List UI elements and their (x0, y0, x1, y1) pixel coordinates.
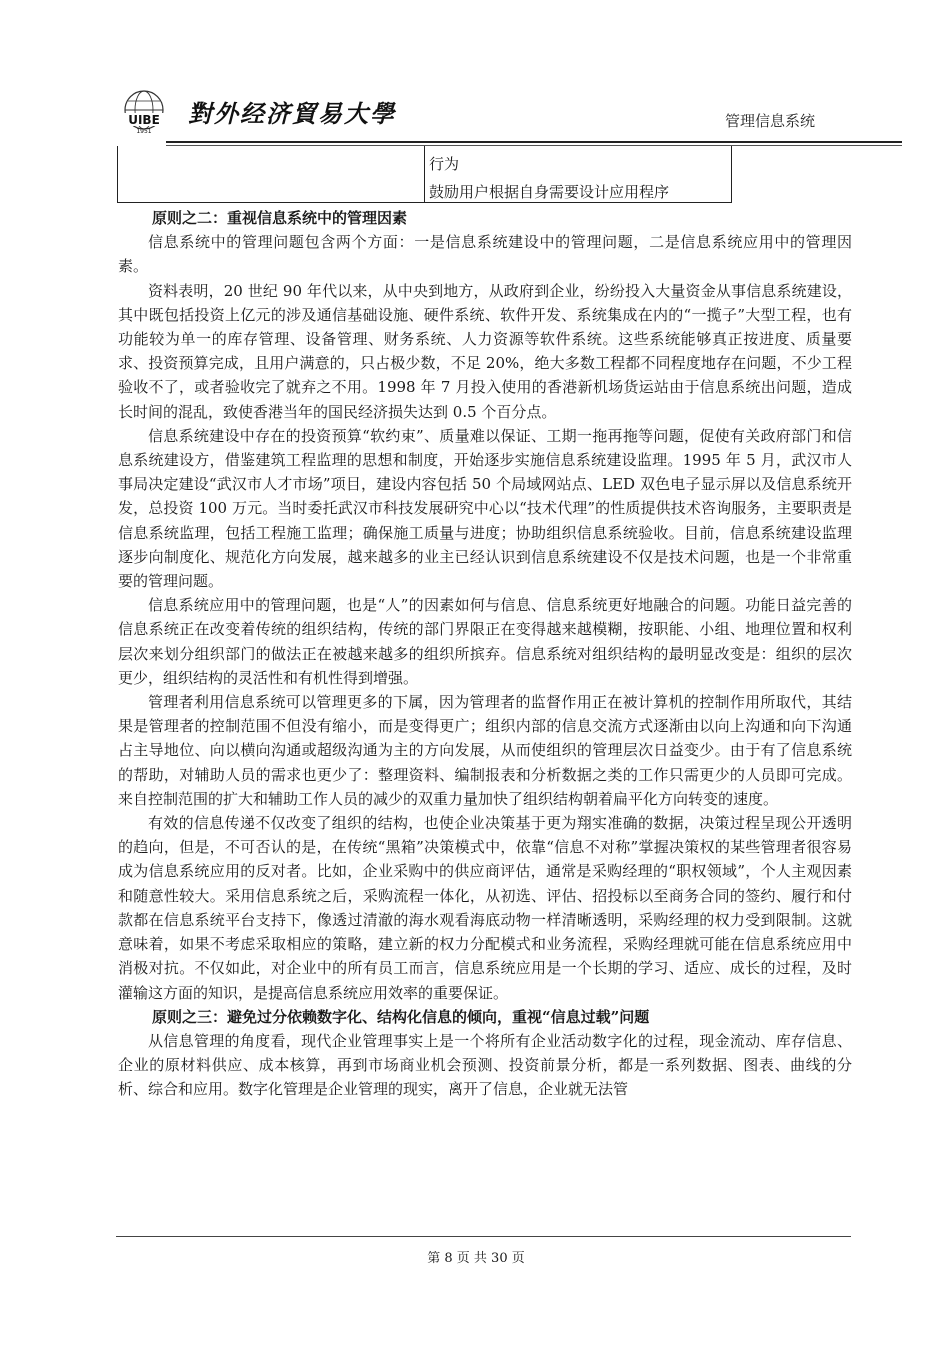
university-logo (116, 88, 180, 136)
svg-text:UIBE: UIBE (128, 113, 160, 127)
table-cell-line: 行为 (429, 155, 460, 173)
body-paragraph: 信息系统中的管理问题包含两个方面：一是信息系统建设中的管理问题，二是信息系统应用中的管理因素。 (118, 233, 852, 276)
footer-rule (116, 1236, 851, 1237)
body-paragraph: 从信息管理的角度看，现代企业管理事实上是一个将所有企业活动数字化的过程，现金流动、库存信息、企业的原材料供应、成本核算，再到市场商业机会预测、投资前景分析，都是一系列数据、图表、曲线的分析、综合和应用。数字化管理是企业管理的现实，离开了信息，企业就无法管 (118, 1031, 852, 1099)
university-name: 對外经济貿易大學 (188, 99, 396, 128)
svg-text:1951: 1951 (136, 128, 152, 135)
body-paragraph: 资料表明，20 世纪 90 年代以来，从中央到地方，从政府到企业，纷纷投入大量资金从事信息系统建设，其中既包括投资上亿元的涉及通信基础设施、硬件系统、软件开发、系统集成在内的“一揽子”大型工程，也有功能较为单一的库存管理、设备管理、财务系统、人力资源等软件系统。这些系统能够真正按进度、质量要求、投资预算完成，且用户满意的，只占极少数，不足 20%，绝大多数工程都不同程度地存在问题，不少工程验收不了，或者验收完了就弃之不用。1998 年 7 月投入使用的香港新机场货运站由于信息系统出问题，造成长时间的混乱，致使香港当年的国民经济损失达到 0.5 个百分点。 (118, 281, 852, 421)
table-fragment (117, 146, 732, 203)
document-body (118, 206, 852, 1102)
body-paragraph: 有效的信息传递不仅改变了组织的结构，也使企业决策基于更为翔实准确的数据，决策过程呈现公开透明的趋向，但是，不可否认的是，在传统“黑箱”决策模式中，依靠“信息不对称”掌握决策权的某些管理者很容易成为信息系统应用的反对者。比如，企业采购中的供应商评估，通常是采购经理的“职权领域”，个人主观因素和随意性较大。采用信息系统之后，采购流程一体化，从初选、评估、招投标以至商务合同的签约、履行和付款都在信息系统平台支持下，像透过清澈的海水观看海底动物一样清晰透明，采购经理的权力受到限制。这就意味着，如果不考虑采取相应的策略，建立新的权力分配模式和业务流程，采购经理就可能在信息系统应用中消极对抗。不仅如此，对企业中的所有员工而言，信息系统应用是一个长期的学习、适应、成长的过程，及时灌输这方面的知识，是提高信息系统应用效率的重要保证。 (118, 814, 852, 1002)
body-paragraph: 信息系统应用中的管理问题，也是“人”的因素如何与信息、信息系统更好地融合的问题。功能日益完善的信息系统正在改变着传统的组织结构，传统的部门界限正在变得越来越模糊，按职能、小组、地理位置和权利层次来划分组织部门的做法正在被越来越多的组织所摈弃。信息系统对组织结构的最明显改变是：组织的层次更少，组织结构的灵活性和有机性得到增强。 (118, 596, 852, 687)
table-cell-line: 鼓励用户根据自身需要设计应用程序 (429, 183, 670, 201)
table-cell-left (118, 146, 425, 202)
page-header (116, 88, 851, 144)
section-heading: 原则之二：重视信息系统中的管理因素 (152, 209, 408, 227)
header-rule (166, 141, 902, 143)
page-number: 第 8 页 共 30 页 (427, 1251, 525, 1266)
table-cell-right (429, 150, 669, 206)
section-heading: 原则之三：避免过分依赖数字化、结构化信息的倾向，重视“信息过载”问题 (152, 1007, 650, 1026)
body-paragraph: 管理者利用信息系统可以管理更多的下属，因为管理者的监督作用正在被计算机的控制作用所取代，其结果是管理者的控制范围不但没有缩小，而是变得更广；组织内部的信息交流方式逐渐由以向上沟通和向下沟通占主导地位、向以横向沟通或超级沟通为主的方向发展，从而使组织的管理层次日益变少。由于有了信息系统的帮助，对辅助人员的需求也更少了：整理资料、编制报表和分析数据之类的工作只需更少的人员即可完成。来自控制范围的扩大和辅助工作人员的减少的双重力量加快了组织结构朝着扁平化方向转变的速度。 (118, 693, 852, 808)
body-paragraph: 信息系统建设中存在的投资预算“软约束”、质量难以保证、工期一拖再拖等问题，促使有关政府部门和信息系统建设方，借鉴建筑工程监理的思想和制度，开始逐步实施信息系统建设监理。1995 年 5 月，武汉市人事局决定建设“武汉市人才市场”项目，建设内容包括 50 个局域网站点、LED 双色电子显示屏以及信息系统开发，总投资 100 万元。当时委托武汉市科技发展研究中心以“技术代理”的性质提供技术咨询服务，主要职责是信息系统监理，包括工程施工监理；确保施工质量与进度；协助组织信息系统验收。目前，信息系统建设监理逐步向制度化、规范化方向发展，越来越多的业主已经认识到信息系统建设不仅是技术问题，也是一个非常重要的管理问题。 (118, 426, 852, 591)
course-name: 管理信息系统 (724, 112, 815, 130)
